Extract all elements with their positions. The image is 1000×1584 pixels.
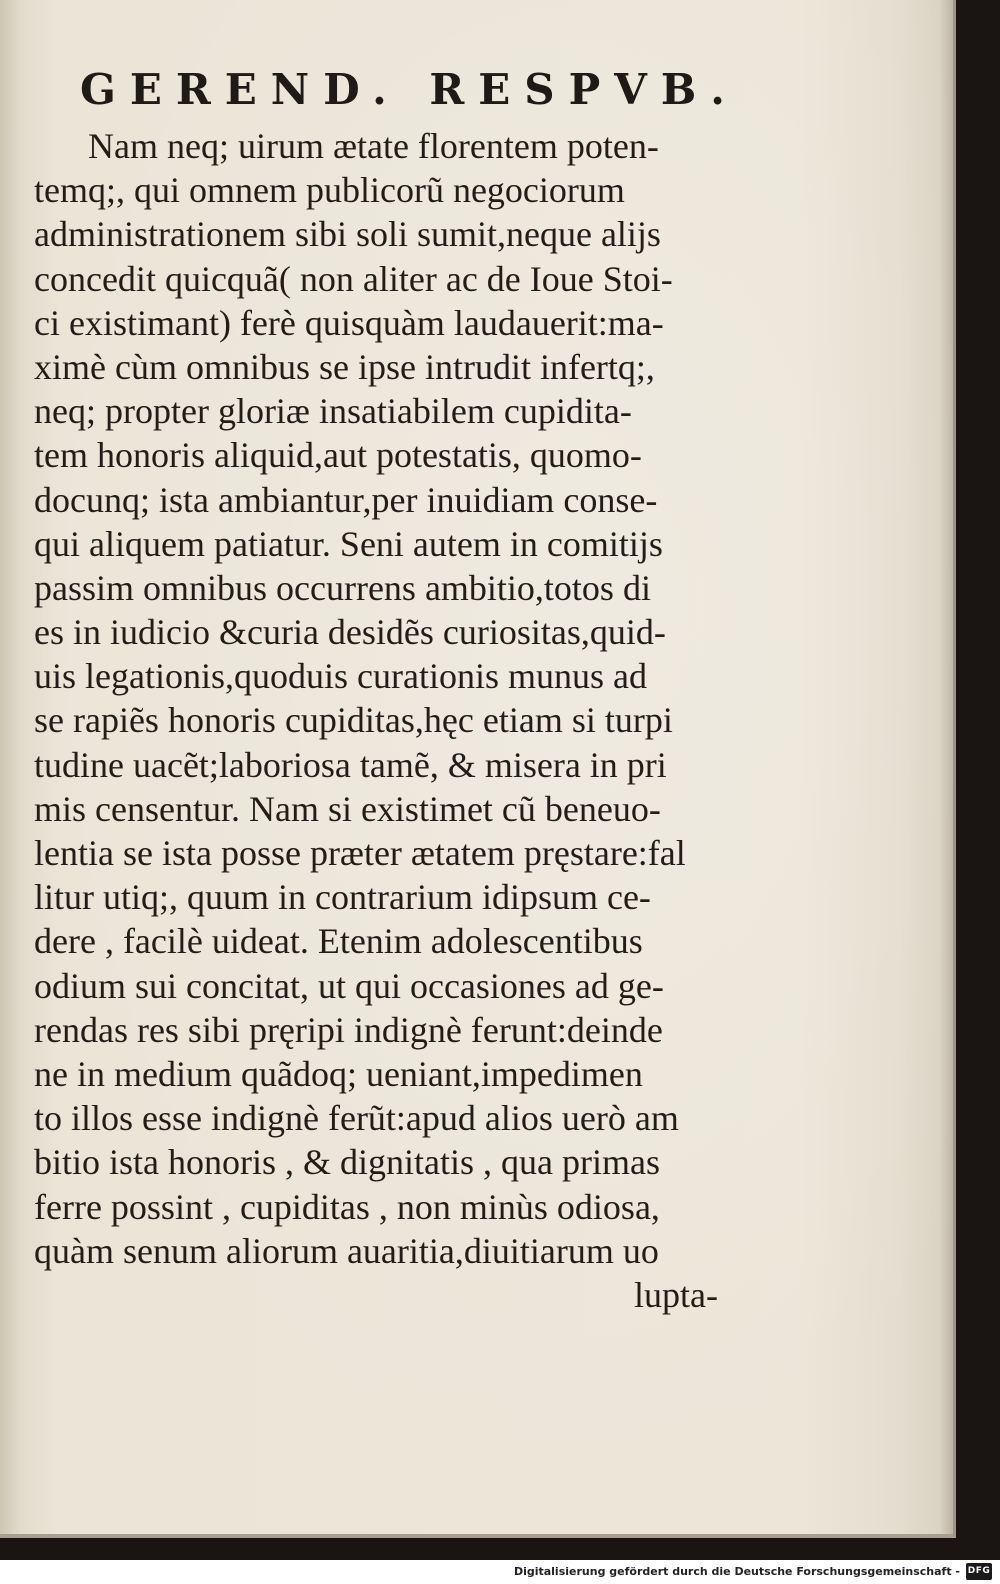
text-line: uis legationis,quoduis curationis munus ad: [34, 656, 647, 697]
text-line: neq; propter gloriæ insatiabilem cupidita-: [34, 391, 632, 432]
digitization-credit: Digitalisierung gefördert durch die Deutsche Forschungsgemeinschaft -: [513, 1565, 960, 1578]
text-line: ximè cùm omnibus se ipse intrudit infertq;,: [34, 346, 655, 387]
text-line: es in iudicio &curia desidẽs curiositas,quid-: [34, 612, 666, 653]
text-line: ferre possint , cupiditas , non minùs odiosa,: [34, 1186, 660, 1227]
text-line: se rapiẽs honoris cupiditas,hęc etiam si turpi: [34, 700, 673, 741]
page-edge-shadow: [939, 0, 953, 1534]
text-line: Nam neq; uirum ætate florentem poten-: [88, 126, 659, 166]
footer-bar: [0, 1560, 1000, 1584]
text-line: tem honoris aliquid,aut potestatis, quomo-: [34, 435, 642, 476]
text-line: lentia se ista posse præter ætatem pręstare:fal: [34, 833, 686, 873]
dfg-logo-icon: [966, 1563, 992, 1580]
text-line: dere , facilè uideat. Etenim adolescentibus: [34, 921, 643, 962]
text-line: tudine uacẽt;laboriosa tamẽ, & misera in pri: [34, 744, 667, 785]
text-line: ne in medium quãdoq; ueniant,impedimen: [34, 1053, 643, 1094]
text-line: rendas res sibi pręripi indignè ferunt:deinde: [34, 1009, 663, 1050]
text-line: passim omnibus occurrens ambitio,totos di: [34, 567, 651, 608]
text-line: litur utiq;, quum in contrarium idipsum ce-: [34, 877, 651, 918]
body-text: [34, 124, 724, 1317]
running-head: GEREND. RESPVB.: [80, 65, 739, 114]
text-line: to illos esse indignè ferũt:apud alios uerò am: [34, 1098, 679, 1139]
text-line: temq;, qui omnem publicorũ negociorum: [34, 170, 625, 211]
text-line: mis censentur. Nam si existimet cũ beneuo-: [34, 788, 661, 829]
text-line: concedit quicquã( non aliter ac de Ioue Stoi-: [34, 258, 673, 299]
text-line: ci existimant) ferè quisquàm laudauerit:ma-: [34, 302, 664, 343]
text-line: docunq; ista ambiantur,per inuidiam conse-: [34, 479, 658, 520]
text-line: bitio ista honoris , & dignitatis , qua primas: [34, 1142, 660, 1183]
text-line: odium sui concitat, ut qui occasiones ad ge-: [34, 965, 664, 1006]
text-line: qui aliquem patiatur. Seni autem in comitijs: [34, 523, 663, 564]
catchword: lupta-: [634, 1274, 718, 1315]
dfg-logo-text: DFG: [967, 1566, 991, 1576]
text-line: administrationem sibi soli sumit,neque alijs: [34, 214, 661, 255]
text-line: quàm senum aliorum auaritia,diuitiarum uo: [34, 1230, 659, 1271]
